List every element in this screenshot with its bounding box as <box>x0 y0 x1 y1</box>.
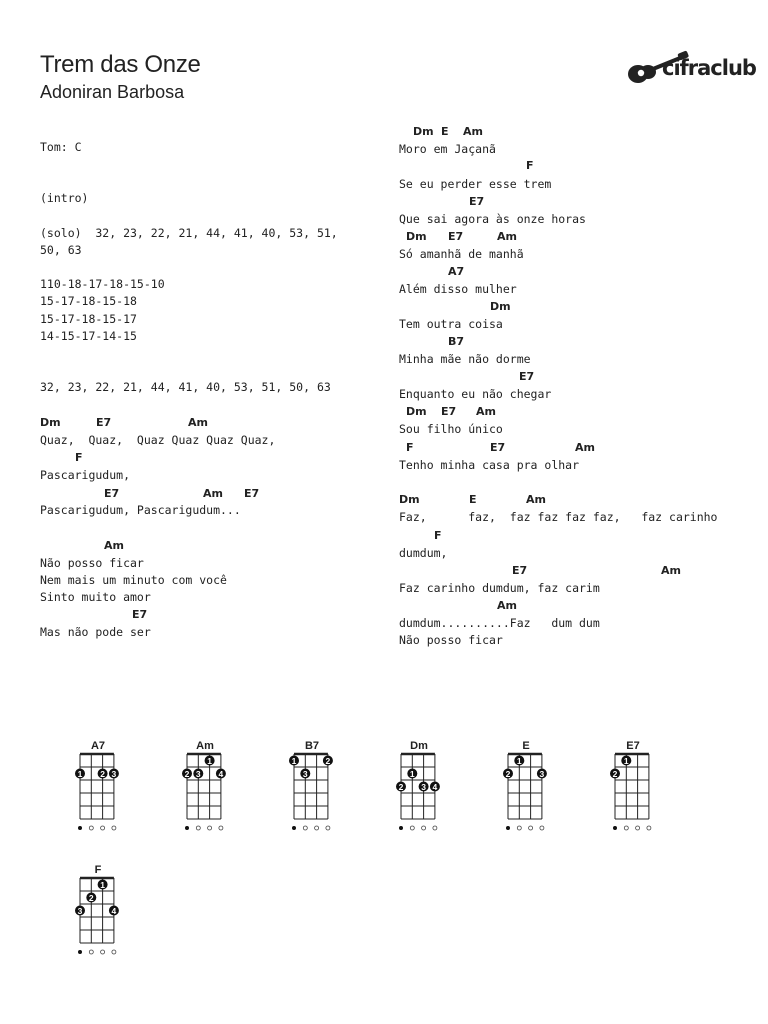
chord-label[interactable]: E7 <box>244 487 260 500</box>
lyric-line: (intro) <box>40 191 89 205</box>
lyric-line: Mas não pode ser <box>40 625 151 639</box>
svg-text:1: 1 <box>77 768 83 779</box>
finger-dot <box>289 756 299 766</box>
fretboard-grid <box>498 752 558 837</box>
svg-text:2: 2 <box>100 768 105 779</box>
finger-dot <box>75 906 85 916</box>
lyric-line: (solo) 32, 23, 22, 21, 44, 41, 40, 53, 51, <box>40 226 338 240</box>
lyric-line: Tenho minha casa pra olhar <box>399 458 580 472</box>
logo-text[interactable]: cifraclub <box>662 56 756 80</box>
fretboard-grid <box>177 752 237 837</box>
chord-label[interactable]: Am <box>463 125 483 138</box>
fretboard-grid <box>391 752 451 837</box>
finger-dot <box>537 769 547 779</box>
string-marker-filled <box>78 950 82 954</box>
chord-label[interactable]: Dm <box>406 405 427 418</box>
chord-label[interactable]: F <box>434 529 442 542</box>
chord-label[interactable]: E <box>469 493 477 506</box>
string-marker-filled <box>399 826 403 830</box>
chord-diagram-name: Am <box>196 740 214 752</box>
lyrics-left-column <box>40 0 400 700</box>
svg-text:4: 4 <box>111 905 117 916</box>
chord-diagram-e7[interactable] <box>605 740 665 835</box>
chord-label[interactable]: Dm <box>40 416 61 429</box>
chord-label[interactable]: Am <box>188 416 208 429</box>
string-marker-open <box>410 826 414 830</box>
string-marker-open <box>647 826 651 830</box>
lyric-line: Faz, faz, faz faz faz faz, faz carinho <box>399 510 718 524</box>
chord-diagram-name: E <box>522 740 530 752</box>
chord-label[interactable]: E7 <box>469 195 485 208</box>
chord-label[interactable]: Am <box>497 230 517 243</box>
finger-dot <box>193 769 203 779</box>
finger-dot <box>610 769 620 779</box>
lyric-line: Tom: C <box>40 140 82 154</box>
string-marker-filled <box>78 826 82 830</box>
chord-label[interactable]: Am <box>575 441 595 454</box>
chord-label[interactable]: E7 <box>519 370 535 383</box>
string-marker-open <box>208 826 212 830</box>
svg-text:2: 2 <box>325 755 331 766</box>
finger-dot <box>216 769 226 779</box>
string-marker-open <box>326 826 330 830</box>
svg-text:3: 3 <box>302 768 308 779</box>
string-marker-open <box>112 826 116 830</box>
chord-label[interactable]: E7 <box>512 564 528 577</box>
chord-diagram-name: B7 <box>304 740 320 752</box>
fretboard-grid <box>70 752 130 837</box>
song-title: Trem das Onze <box>40 51 201 78</box>
finger-dot <box>419 782 429 792</box>
finger-dot <box>503 769 513 779</box>
chord-label[interactable]: Dm <box>406 230 427 243</box>
chord-diagram-f[interactable] <box>70 864 130 959</box>
finger-dot <box>182 769 192 779</box>
lyric-line: Moro em Jaçanã <box>399 142 496 156</box>
lyric-line: Nem mais um minuto com você <box>40 573 227 587</box>
chord-label[interactable]: Dm <box>490 300 511 313</box>
lyric-line: Não posso ficar <box>399 633 503 647</box>
string-marker-filled <box>292 826 296 830</box>
svg-text:2: 2 <box>612 768 618 779</box>
svg-text:2: 2 <box>88 892 94 903</box>
chord-label[interactable]: Am <box>104 539 124 552</box>
artist-name: Adoniran Barbosa <box>40 82 185 102</box>
svg-text:2: 2 <box>505 768 511 779</box>
svg-text:1: 1 <box>623 755 629 766</box>
chord-diagram-name: A7 <box>90 740 106 752</box>
finger-dot <box>75 769 85 779</box>
svg-text:1: 1 <box>100 879 105 890</box>
svg-text:3: 3 <box>195 768 201 779</box>
lyric-line: Minha mãe não dorme <box>399 352 531 366</box>
chord-label[interactable]: E7 <box>448 230 464 243</box>
chord-label[interactable]: B7 <box>448 335 465 348</box>
chord-label[interactable]: E7 <box>441 405 457 418</box>
finger-dot <box>396 782 406 792</box>
finger-dot <box>98 880 108 890</box>
svg-text:1: 1 <box>291 755 297 766</box>
chord-diagram-e[interactable] <box>498 740 558 835</box>
chord-label[interactable]: E <box>441 125 449 138</box>
chord-label[interactable]: A7 <box>448 265 465 278</box>
chord-label[interactable]: Am <box>526 493 546 506</box>
chord-label[interactable]: E7 <box>490 441 506 454</box>
lyric-line: 50, 63 <box>40 243 82 257</box>
string-marker-open <box>101 826 105 830</box>
chord-label[interactable]: Dm <box>399 493 420 506</box>
chord-diagram-name: E7 <box>626 740 640 752</box>
string-marker-open <box>219 826 223 830</box>
string-marker-open <box>303 826 307 830</box>
finger-dot <box>300 769 310 779</box>
finger-dot <box>514 756 524 766</box>
fretboard-grid <box>70 876 130 961</box>
lyric-line: Além disso mulher <box>399 282 517 296</box>
lyric-line: 14-15-17-14-15 <box>40 329 137 343</box>
svg-text:2: 2 <box>184 768 190 779</box>
lyric-line: Quaz, Quaz, Quaz Quaz Quaz Quaz, <box>40 433 276 447</box>
string-marker-open <box>112 950 116 954</box>
chord-diagram-am[interactable] <box>177 740 237 835</box>
lyric-line: 110-18-17-18-15-10 <box>40 277 165 291</box>
lyric-line: dumdum, <box>399 546 448 560</box>
svg-text:3: 3 <box>539 768 545 779</box>
lyrics-right-column <box>399 0 759 700</box>
lyric-line: Sou filho único <box>399 422 503 436</box>
chord-label[interactable]: F <box>406 441 414 454</box>
lyric-line: Não posso ficar <box>40 556 144 570</box>
string-marker-filled <box>613 826 617 830</box>
chord-label[interactable]: E7 <box>132 608 148 621</box>
lyric-line: 15-17-18-15-18 <box>40 294 137 308</box>
chord-label[interactable]: F <box>526 159 534 172</box>
lyric-line: 15-17-18-15-17 <box>40 312 137 326</box>
lyric-line: Pascarigudum, <box>40 468 131 482</box>
chord-diagram-name: F <box>94 864 102 876</box>
string-marker-open <box>196 826 200 830</box>
lyric-line: Sinto muito amor <box>40 590 151 604</box>
finger-dot <box>407 769 417 779</box>
chord-label[interactable]: Am <box>497 599 517 612</box>
string-marker-open <box>433 826 437 830</box>
finger-dot <box>109 906 119 916</box>
string-marker-open <box>422 826 426 830</box>
lyric-line: Se eu perder esse trem <box>399 177 552 191</box>
finger-dot <box>621 756 631 766</box>
chord-label[interactable]: F <box>75 451 83 464</box>
finger-dot <box>86 893 96 903</box>
finger-dot <box>98 769 108 779</box>
chord-label[interactable]: E7 <box>96 416 112 429</box>
chord-diagram-name: Dm <box>410 740 428 752</box>
svg-text:1: 1 <box>409 768 415 779</box>
svg-text:3: 3 <box>77 905 83 916</box>
fretboard-grid <box>605 752 665 837</box>
lyric-line: Tem outra coisa <box>399 317 503 331</box>
chord-diagram-dm[interactable] <box>391 740 451 835</box>
svg-text:1: 1 <box>516 755 522 766</box>
string-marker-open <box>540 826 544 830</box>
svg-text:3: 3 <box>111 768 117 779</box>
chord-label[interactable]: Am <box>661 564 681 577</box>
lyric-line: dumdum..........Faz dum dum <box>399 616 600 630</box>
string-marker-open <box>636 826 640 830</box>
svg-text:2: 2 <box>398 781 404 792</box>
string-marker-open <box>517 826 521 830</box>
finger-dot <box>430 782 440 792</box>
lyric-line: Que sai agora às onze horas <box>399 212 586 226</box>
chord-label[interactable]: E7 <box>104 487 120 500</box>
chord-label[interactable]: Dm <box>413 125 434 138</box>
svg-text:4: 4 <box>432 781 438 792</box>
string-marker-open <box>624 826 628 830</box>
svg-text:4: 4 <box>218 768 224 779</box>
lyric-line: Faz carinho dumdum, faz carim <box>399 581 600 595</box>
string-marker-open <box>529 826 533 830</box>
string-marker-filled <box>506 826 510 830</box>
finger-dot <box>109 769 119 779</box>
string-marker-filled <box>185 826 189 830</box>
string-marker-open <box>315 826 319 830</box>
lyric-line: Pascarigudum, Pascarigudum... <box>40 503 241 517</box>
chord-label[interactable]: Am <box>203 487 223 500</box>
lyric-line: Só amanhã de manhã <box>399 247 524 261</box>
chord-label[interactable]: Am <box>476 405 496 418</box>
lyric-line: 32, 23, 22, 21, 44, 41, 40, 53, 51, 50, 63 <box>40 380 331 394</box>
string-marker-open <box>89 826 93 830</box>
string-marker-open <box>101 950 105 954</box>
finger-dot <box>323 756 333 766</box>
svg-text:1: 1 <box>207 755 212 766</box>
finger-dot <box>205 756 215 766</box>
chord-diagram-b7[interactable] <box>284 740 344 835</box>
fretboard-grid <box>284 752 344 837</box>
lyric-line: Enquanto eu não chegar <box>399 387 552 401</box>
svg-text:3: 3 <box>421 781 426 792</box>
chord-diagram-a7[interactable] <box>70 740 130 835</box>
string-marker-open <box>89 950 93 954</box>
